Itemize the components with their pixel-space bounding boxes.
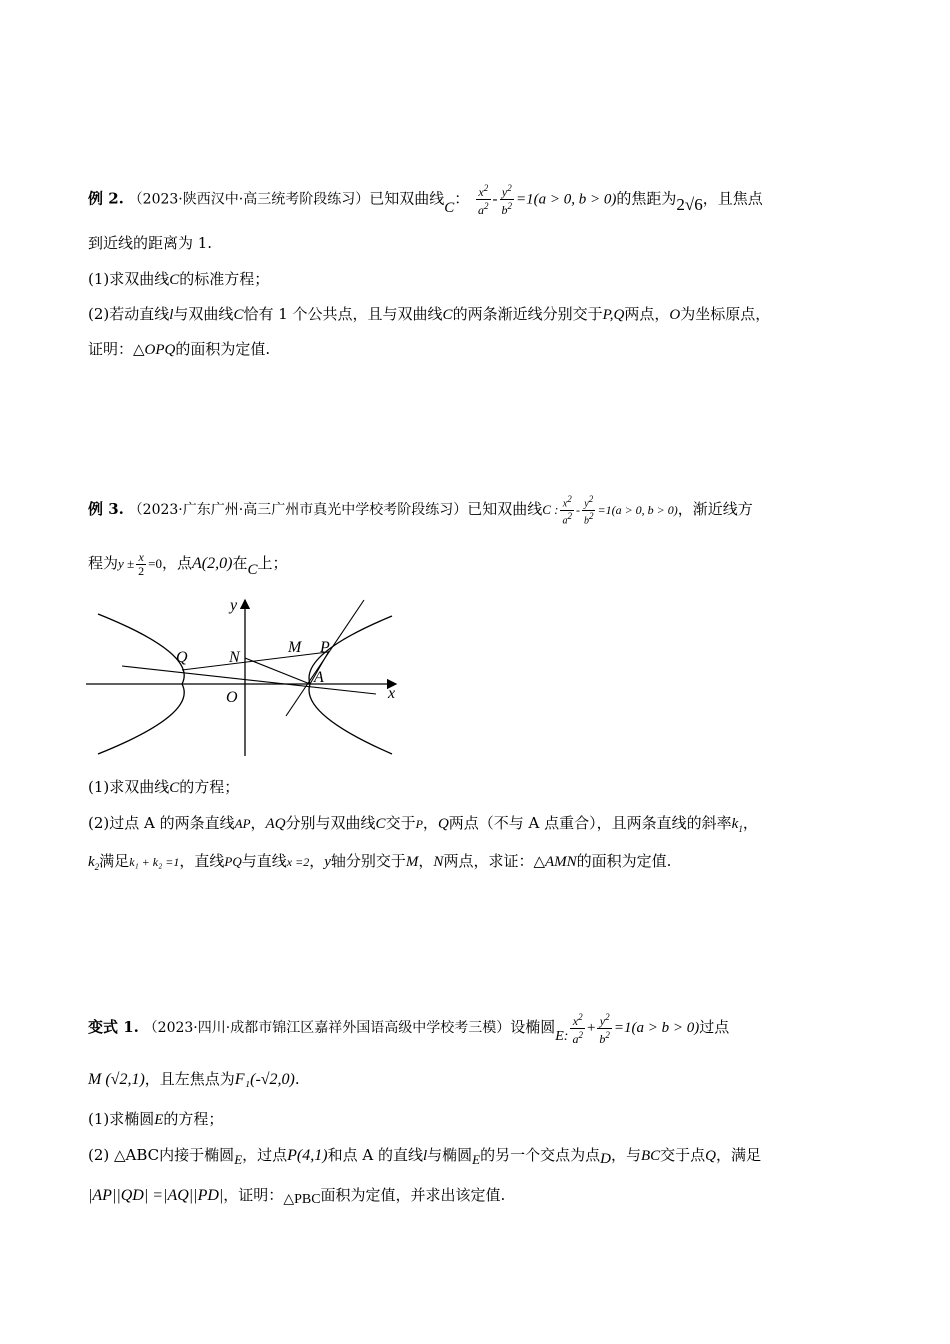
ex2-focal-end: ，且焦点: [702, 189, 763, 208]
ex3-q2-q: Q: [437, 816, 449, 832]
ex2-focal-text: 的焦距为: [616, 189, 677, 208]
var1-line1: 变式 1. （2023·四川·成都市锦江区嘉祥外国语高级中学校考三模）设椭圆E: $\frac{x^2}{a^2}$ + $\frac{y^2}{b^2}$ =1(a > b > 0)过点: [88, 1011, 730, 1046]
ex3-after-eq: ，渐近线方: [677, 500, 753, 518]
ex3-q2-line2-x: x =2: [286, 855, 310, 869]
var1-line2-a: ，且左焦点为: [144, 1070, 235, 1088]
ex2-q2-o: O: [669, 307, 681, 323]
ex3-q2-sep1: ，: [250, 814, 266, 832]
ex3-q2-line2-n: N: [433, 854, 444, 870]
ex2-q2-a: (2)若动直线: [88, 305, 170, 323]
label-y: y: [230, 597, 238, 614]
ex3-line1: 例 3. （2023·广东广州·高三广州市真光中学校考阶段练习）已知双曲线C : $\frac{x^2}{a^2}$ - $\frac{y^2}{b^2}$ =1(a > 0, b > 0)，渐近线方: [88, 494, 753, 526]
var1-q2-p: P(4,1): [287, 1147, 328, 1164]
ex3-q1-curve: C: [169, 780, 180, 796]
ex2-frac-x: $\frac{x^2}{a^2}$: [478, 183, 489, 217]
var1-q2-f: 的另一个交点为点: [480, 1146, 601, 1164]
ex3-asym-tail: =0: [148, 556, 163, 571]
ex2-q1-text: (1)求双曲线: [88, 270, 170, 288]
ex2-q2-pq: P,Q: [602, 307, 625, 323]
var1-source: （2023·四川·成都市锦江区嘉祥外国语高级中学校考三模）: [143, 1020, 511, 1036]
ex2-q2-line2-b: 的面积为定值.: [175, 340, 271, 358]
label-A: A: [314, 669, 324, 686]
ex3-equation-tail: =1(a > 0, b > 0): [597, 503, 678, 517]
ex2-line2: 到近线的距离为 1.: [88, 234, 213, 252]
ex2-q2-g: 为坐标原点，: [680, 305, 771, 323]
label-M: M: [288, 639, 302, 656]
ex3-q2: (2)过点 A 的两条直线AP，AQ分别与双曲线C交于P，Q两点（不与 A 点重合），且两条直线的斜率$k_1$，: [88, 814, 758, 834]
label-O: O: [226, 689, 238, 706]
ex3-q2-line2-sum: k₁ + k₂ =1: [129, 855, 180, 869]
ex3-q2-sep2: ，: [422, 814, 438, 832]
ex2-equation-tail: =1(a > 0, b > 0): [516, 191, 617, 208]
ex3-line2-a: 程为: [88, 554, 119, 572]
ex3-frac-x: $\frac{x^2}{a^2}$: [562, 494, 572, 526]
ex3-point-a: A(2,0): [192, 555, 233, 572]
ex3-asym-y: y ±: [118, 556, 135, 571]
ex3-q2-line2-g: 两点，求证：: [443, 852, 534, 870]
ex3-q2-a: (2)过点 A 的两条直线: [88, 814, 235, 832]
var1-q2-b: ，过点: [242, 1146, 288, 1164]
line-QP: [182, 652, 328, 670]
var1-q2-d: 与椭圆: [427, 1146, 473, 1164]
ex2-q2-l: l: [169, 307, 174, 323]
ex3-q2-b: 分别与双曲线: [285, 814, 376, 832]
ex2-q1-curve: C: [169, 272, 180, 288]
var1-q2-g: ，与: [610, 1146, 641, 1164]
ex3-q2-line2-f: ，: [418, 852, 434, 870]
ex3-q2-ap: AP: [234, 816, 251, 831]
ex3-source: （2023·广东广州·高三广州市真光中学校考阶段练习）: [128, 502, 468, 518]
ex3-q2-p: P: [415, 817, 423, 831]
ex3-q2-d: 交于: [385, 814, 416, 832]
ex3-q2-line2-c: 与直线: [241, 852, 287, 870]
var1-q2-l: l: [422, 1148, 428, 1164]
ex3-q2-k1-letter: k: [731, 816, 739, 832]
ex2-q2-c2: C: [442, 307, 453, 323]
ex3-curve-lead: C :: [542, 502, 559, 517]
ex3-q2-line2-h: 的面积为定值.: [576, 852, 672, 870]
ex3-q2-line2-e: 轴分别交于: [330, 852, 406, 870]
ex3-q1-end: 的方程；: [179, 778, 240, 796]
label-N: N: [229, 649, 240, 666]
var1-q2-dpt: D: [600, 1151, 611, 1167]
ex2-q2-f: 两点，: [624, 305, 670, 323]
var1-line2-m: M (√2,1): [88, 1071, 145, 1088]
var1-q2-line2-tri: △PBC: [283, 1192, 321, 1207]
ex3-line2-c: 在: [232, 554, 248, 572]
ex3-q2-line2-a: 满足: [99, 852, 130, 870]
ex3-line2: [88, 547, 868, 579]
ex3-label: 例 3.: [88, 500, 124, 518]
var1-q2-q: Q: [705, 1148, 717, 1164]
hyperbola-svg: [86, 594, 406, 760]
ex2-q2-e: 的两条渐近线分别交于: [452, 305, 603, 323]
var1-frac-y: $\frac{y^2}{b^2}$: [599, 1011, 610, 1046]
var1-intro: 设椭圆: [510, 1018, 556, 1036]
ex2-q2-tri: △OPQ: [133, 342, 176, 358]
ex3-q1: [88, 776, 868, 799]
ex2-intro: 已知双曲线: [369, 189, 445, 208]
hyperbola-figure: [86, 594, 406, 760]
ex2-line1: 例 2. （2023·陕西汉中·高三统考阶段练习）已知双曲线C： $\frac{x^2}{a^2}$ - $\frac{y^2}{b^2}$ =1(a > 0, b > 0)的焦距为2√6，且焦点: [88, 183, 763, 217]
var1-q2-e: E: [234, 1152, 243, 1167]
var1-q1-e: E: [154, 1112, 164, 1128]
ex3-line2-curve: C: [247, 562, 258, 578]
label-x: x: [388, 685, 396, 702]
ex2-q1-end: 的标准方程；: [179, 270, 270, 288]
var1-q2-c: 和点 A 的直线: [327, 1146, 423, 1164]
ex2-q2-c: C: [233, 307, 244, 323]
line-QA: [122, 666, 376, 694]
ex3-line2-b: ，点: [162, 554, 193, 572]
ex3-q2-e: 两点（不与 A 点重合），且两条直线的斜率: [448, 814, 732, 832]
var1-q2-h: 交于点: [660, 1146, 706, 1164]
ex2-q2-line2-a: 证明：: [88, 340, 134, 358]
var1-q2-i: ，满足: [716, 1146, 762, 1164]
ex3-q2-line2-d: ，: [309, 852, 325, 870]
ex2-q1: [88, 268, 868, 291]
ex2-q2: [88, 303, 868, 326]
var1-q2-a: 内接于椭圆: [159, 1146, 235, 1164]
ex2-q2-line2: [88, 338, 868, 361]
ex3-q2-line2: [88, 850, 868, 878]
var1-q2-line2: [88, 1182, 868, 1208]
var1-ellipse: E:: [555, 1029, 569, 1044]
var1-q2: [88, 1144, 868, 1167]
ex3-q2-line2-y: y: [324, 854, 331, 870]
var1-q2-bc: BC: [640, 1148, 661, 1164]
var1-q2-line2-eq: |AP||QD| =|AQ||PD|: [88, 1187, 224, 1204]
ex3-q2-line2-tri: △AMN: [533, 854, 577, 870]
var1-q2-e2: E: [472, 1152, 481, 1167]
var1-line2: [88, 1064, 868, 1094]
ex2-frac-y: $\frac{y^2}{b^2}$: [501, 183, 513, 217]
ex3-q2-k1: $k_1$: [731, 816, 743, 834]
var1-q1: [88, 1108, 868, 1131]
var1-label: 变式 1.: [88, 1018, 139, 1036]
ex3-q2-line2-pq: PQ: [224, 854, 242, 869]
ex2-label: 例 2.: [88, 189, 124, 208]
ex2-q2-b: 与双曲线: [173, 305, 234, 323]
ex3-line2-d: 上；: [257, 554, 288, 572]
var1-frac-x: $\frac{x^2}{a^2}$: [572, 1011, 583, 1046]
ex3-q2-line2-m: M: [405, 854, 419, 870]
ex2-source: （2023·陕西汉中·高三统考阶段练习）: [128, 191, 370, 208]
ex2-colon: ：: [454, 189, 470, 208]
ex3-q2-k2: $k_2$: [88, 854, 100, 872]
label-P: P: [320, 639, 330, 656]
var1-equation-tail: =1(a > b > 0): [613, 1020, 700, 1036]
ex3-intro: 已知双曲线: [467, 500, 543, 518]
var1-q2-line2-a: ，证明：: [223, 1186, 284, 1204]
var1-line2-end: .: [294, 1070, 300, 1088]
ex2-q2-d: 恰有 1 个公共点，且与双曲线: [243, 305, 443, 323]
ex3-asym-frac: $\frac{x}{2}$: [138, 549, 145, 578]
var1-q2-tri: (2) △ABC: [88, 1146, 160, 1164]
ex3-q2-aq: AQ: [265, 816, 286, 832]
label-Q: Q: [176, 649, 188, 666]
var1-line2-f: F₁(-√2,0): [234, 1071, 295, 1088]
var1-q1-text: (1)求椭圆: [88, 1110, 155, 1128]
ex3-frac-y: $\frac{y^2}{b^2}$: [583, 494, 594, 526]
var1-q2-line2-b: 面积为定值，并求出该定值.: [320, 1186, 506, 1204]
ex2-curve-name: C: [444, 199, 455, 216]
ex2-focal-value: 2√6: [676, 194, 703, 214]
ex3-q2-c: C: [375, 816, 386, 832]
ex3-q2-k2-letter: k: [88, 854, 95, 870]
ex3-q2-line2-b: ，直线: [179, 852, 225, 870]
var1-q1-end: 的方程；: [163, 1110, 224, 1128]
var1-after-eq: 过点: [699, 1018, 730, 1036]
ex3-q1-text: (1)求双曲线: [88, 778, 170, 796]
